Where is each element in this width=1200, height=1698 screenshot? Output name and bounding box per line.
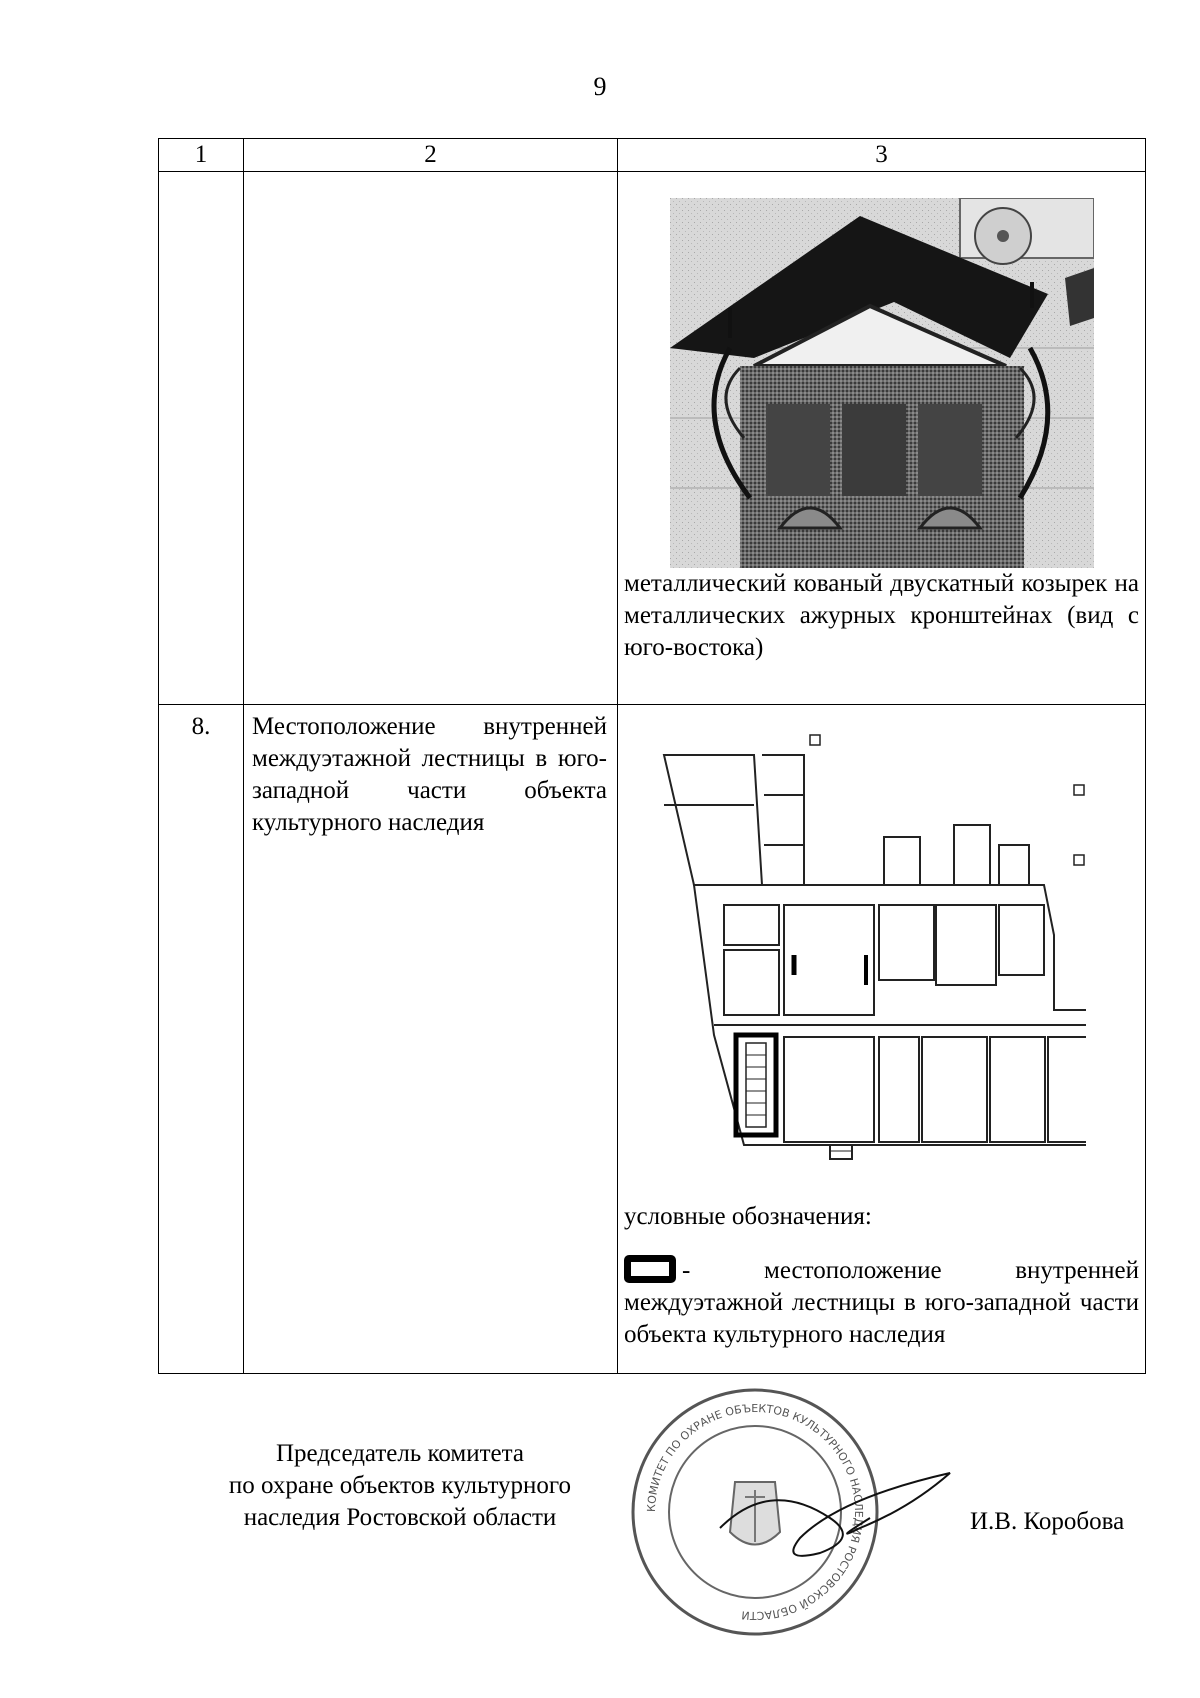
- legend: [618, 1233, 1145, 1359]
- canopy-photo: [670, 198, 1094, 568]
- legend-title: условные обозначения:: [624, 1203, 872, 1230]
- row-description-cell: Местоположение внутренней междуэтажной лестницы в юго-западной части объекта культурного наследия: [244, 705, 618, 1374]
- floor-plan: [654, 725, 1086, 1173]
- row-illustration-cell: [618, 172, 1146, 705]
- row-illustration-cell: [618, 705, 1146, 1374]
- signature-block: [0, 1401, 1200, 1668]
- header-col-1: 1: [159, 139, 244, 172]
- stair-location-swatch: [624, 1255, 676, 1283]
- legend-text: - местоположение внутренней междуэтажной лестницы в юго-западной части объекта культурного наследия: [624, 1257, 1139, 1348]
- table-row: [159, 172, 1146, 705]
- header-col-3: 3: [618, 139, 1146, 172]
- row-description-cell: [244, 172, 618, 705]
- page-number: 9: [593, 72, 607, 101]
- header-col-2: 2: [244, 139, 618, 172]
- table-header-row: [159, 139, 1146, 172]
- row-number-cell: [159, 172, 244, 705]
- row-number-cell: 8.: [159, 705, 244, 1374]
- signatory-name: И.В. Коробова: [970, 1508, 1125, 1535]
- objects-table: [158, 138, 1146, 1374]
- table-row: [159, 705, 1146, 1374]
- photo-caption: металлический кованый двускатный козырек на металлических ажурных кронштейнах (вид с юго-востока): [624, 570, 1139, 661]
- handwritten-signature: [710, 1458, 960, 1568]
- signatory-position: Председатель комитета по охране объектов культурного наследия Ростовской области: [228, 1440, 572, 1531]
- seal-text: КОМИТЕТ ПО ОХРАНЕ ОБЪЕКТОВ КУЛЬТУРНОГО НАСЛЕДИЯ РОСТОВСКОЙ ОБЛАСТИ: [644, 1401, 866, 1623]
